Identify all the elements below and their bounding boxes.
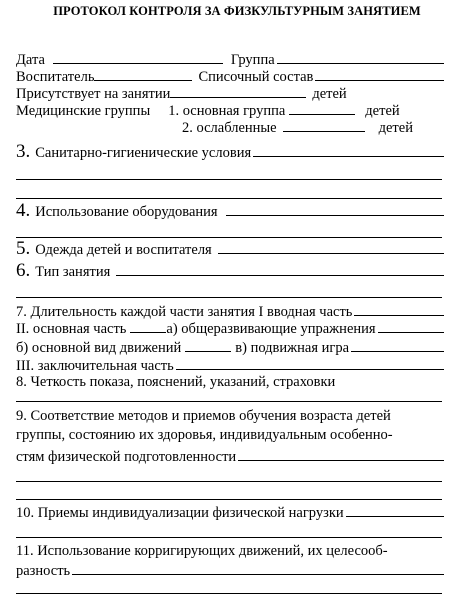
item-4	[16, 202, 444, 221]
item-7-intro-field[interactable]	[354, 302, 444, 316]
item-7-main-field[interactable]	[130, 319, 166, 333]
item-9-field[interactable]	[238, 447, 444, 461]
item-8-field[interactable]	[16, 401, 442, 402]
item-3-number: 3.	[16, 141, 31, 162]
present-children-label: детей	[312, 86, 347, 102]
item-7-text: 7. Длительность каждой части занятия I вводная часть	[16, 304, 353, 320]
item-11-line-2-text: разность	[16, 563, 71, 579]
main-group-label: 1. основная группа	[168, 103, 286, 119]
item-7-a-field[interactable]	[378, 319, 444, 333]
item-6-number: 6.	[16, 260, 31, 281]
item-7-b-field[interactable]	[185, 338, 231, 352]
item-3-line-2[interactable]	[16, 179, 442, 180]
item-4-number: 4.	[16, 200, 31, 221]
item-7-final-label: III. заключительная часть	[16, 358, 174, 374]
item-3-line-3[interactable]	[16, 198, 442, 199]
item-7-line-3	[16, 338, 444, 357]
item-9-line-3	[16, 447, 444, 466]
item-4-text: Использование оборудования	[35, 204, 218, 220]
item-7-a-label: а) общеразвивающие упражнения	[166, 321, 376, 337]
date-field[interactable]	[53, 50, 223, 64]
item-8-text: 8. Четкость показа, пояснений, указаний, страховки	[16, 374, 336, 390]
main-group-field[interactable]	[289, 101, 355, 115]
weakened-label: 2. ослабленные	[182, 120, 277, 136]
roster-field[interactable]	[315, 67, 444, 81]
teacher-field[interactable]	[94, 67, 192, 81]
item-7-c-field[interactable]	[351, 338, 444, 352]
item-9-line-3-text: стям физической подготовленности	[16, 449, 237, 465]
item-7-line-2	[16, 319, 444, 338]
weakened-field[interactable]	[283, 118, 365, 132]
item-5-field[interactable]	[218, 240, 444, 254]
item-3-field[interactable]	[253, 143, 444, 157]
group-field[interactable]	[277, 50, 444, 64]
item-10-field[interactable]	[346, 503, 444, 517]
item-7-final-field[interactable]	[176, 356, 444, 370]
item-6-field[interactable]	[116, 262, 444, 276]
weakened-line	[182, 118, 444, 137]
item-7-main-label: II. основная часть	[16, 321, 127, 337]
item-11-field[interactable]	[72, 561, 444, 575]
item-10-text: 10. Приемы индивидуализации физической нагрузки	[16, 505, 344, 521]
item-4-line-2[interactable]	[16, 237, 442, 238]
item-6-text: Тип занятия	[35, 264, 111, 280]
item-11-line-3[interactable]	[16, 593, 442, 594]
item-5-text: Одежда детей и воспитателя	[35, 242, 212, 258]
item-10-line-2[interactable]	[16, 537, 442, 538]
weakened-children-label: детей	[378, 120, 413, 136]
item-3	[16, 143, 444, 162]
item-4-field[interactable]	[226, 202, 444, 216]
main-group-children-label: детей	[365, 103, 400, 119]
page-title: ПРОТОКОЛ КОНТРОЛЯ ЗА ФИЗКУЛЬТУРНЫМ ЗАНЯТИЕМ	[53, 4, 421, 18]
item-10	[16, 503, 444, 522]
item-6-line-2[interactable]	[16, 297, 442, 298]
item-9-line-4[interactable]	[16, 481, 442, 482]
item-11-line-2	[16, 561, 444, 580]
roster-label: Списочный состав	[198, 69, 314, 85]
item-5	[16, 240, 444, 259]
date-label: Дата	[16, 52, 45, 68]
item-9-line-2: группы, состоянию их здоровья, индивидуальным особенно-	[16, 427, 393, 443]
group-label: Группа	[230, 52, 275, 68]
item-3-text: Санитарно-гигиенические условия	[35, 145, 252, 161]
item-7-c-label: в) подвижная игра	[235, 340, 350, 356]
item-9-line-5[interactable]	[16, 499, 442, 500]
present-field[interactable]	[170, 84, 306, 98]
medical-groups-label: Медицинские группы	[16, 103, 151, 119]
item-7-line-4	[16, 356, 444, 375]
item-6	[16, 262, 444, 281]
item-11-line-1: 11. Использование корригирующих движений, их целесооб-	[16, 543, 388, 559]
item-9-line-1: 9. Соответствие методов и приемов обучения возраста детей	[16, 408, 391, 424]
item-7-b-label: б) основной вид движений	[16, 340, 182, 356]
teacher-label: Воспитатель	[16, 69, 95, 85]
item-5-number: 5.	[16, 238, 31, 259]
present-label: Присутствует на занятии	[16, 86, 171, 102]
